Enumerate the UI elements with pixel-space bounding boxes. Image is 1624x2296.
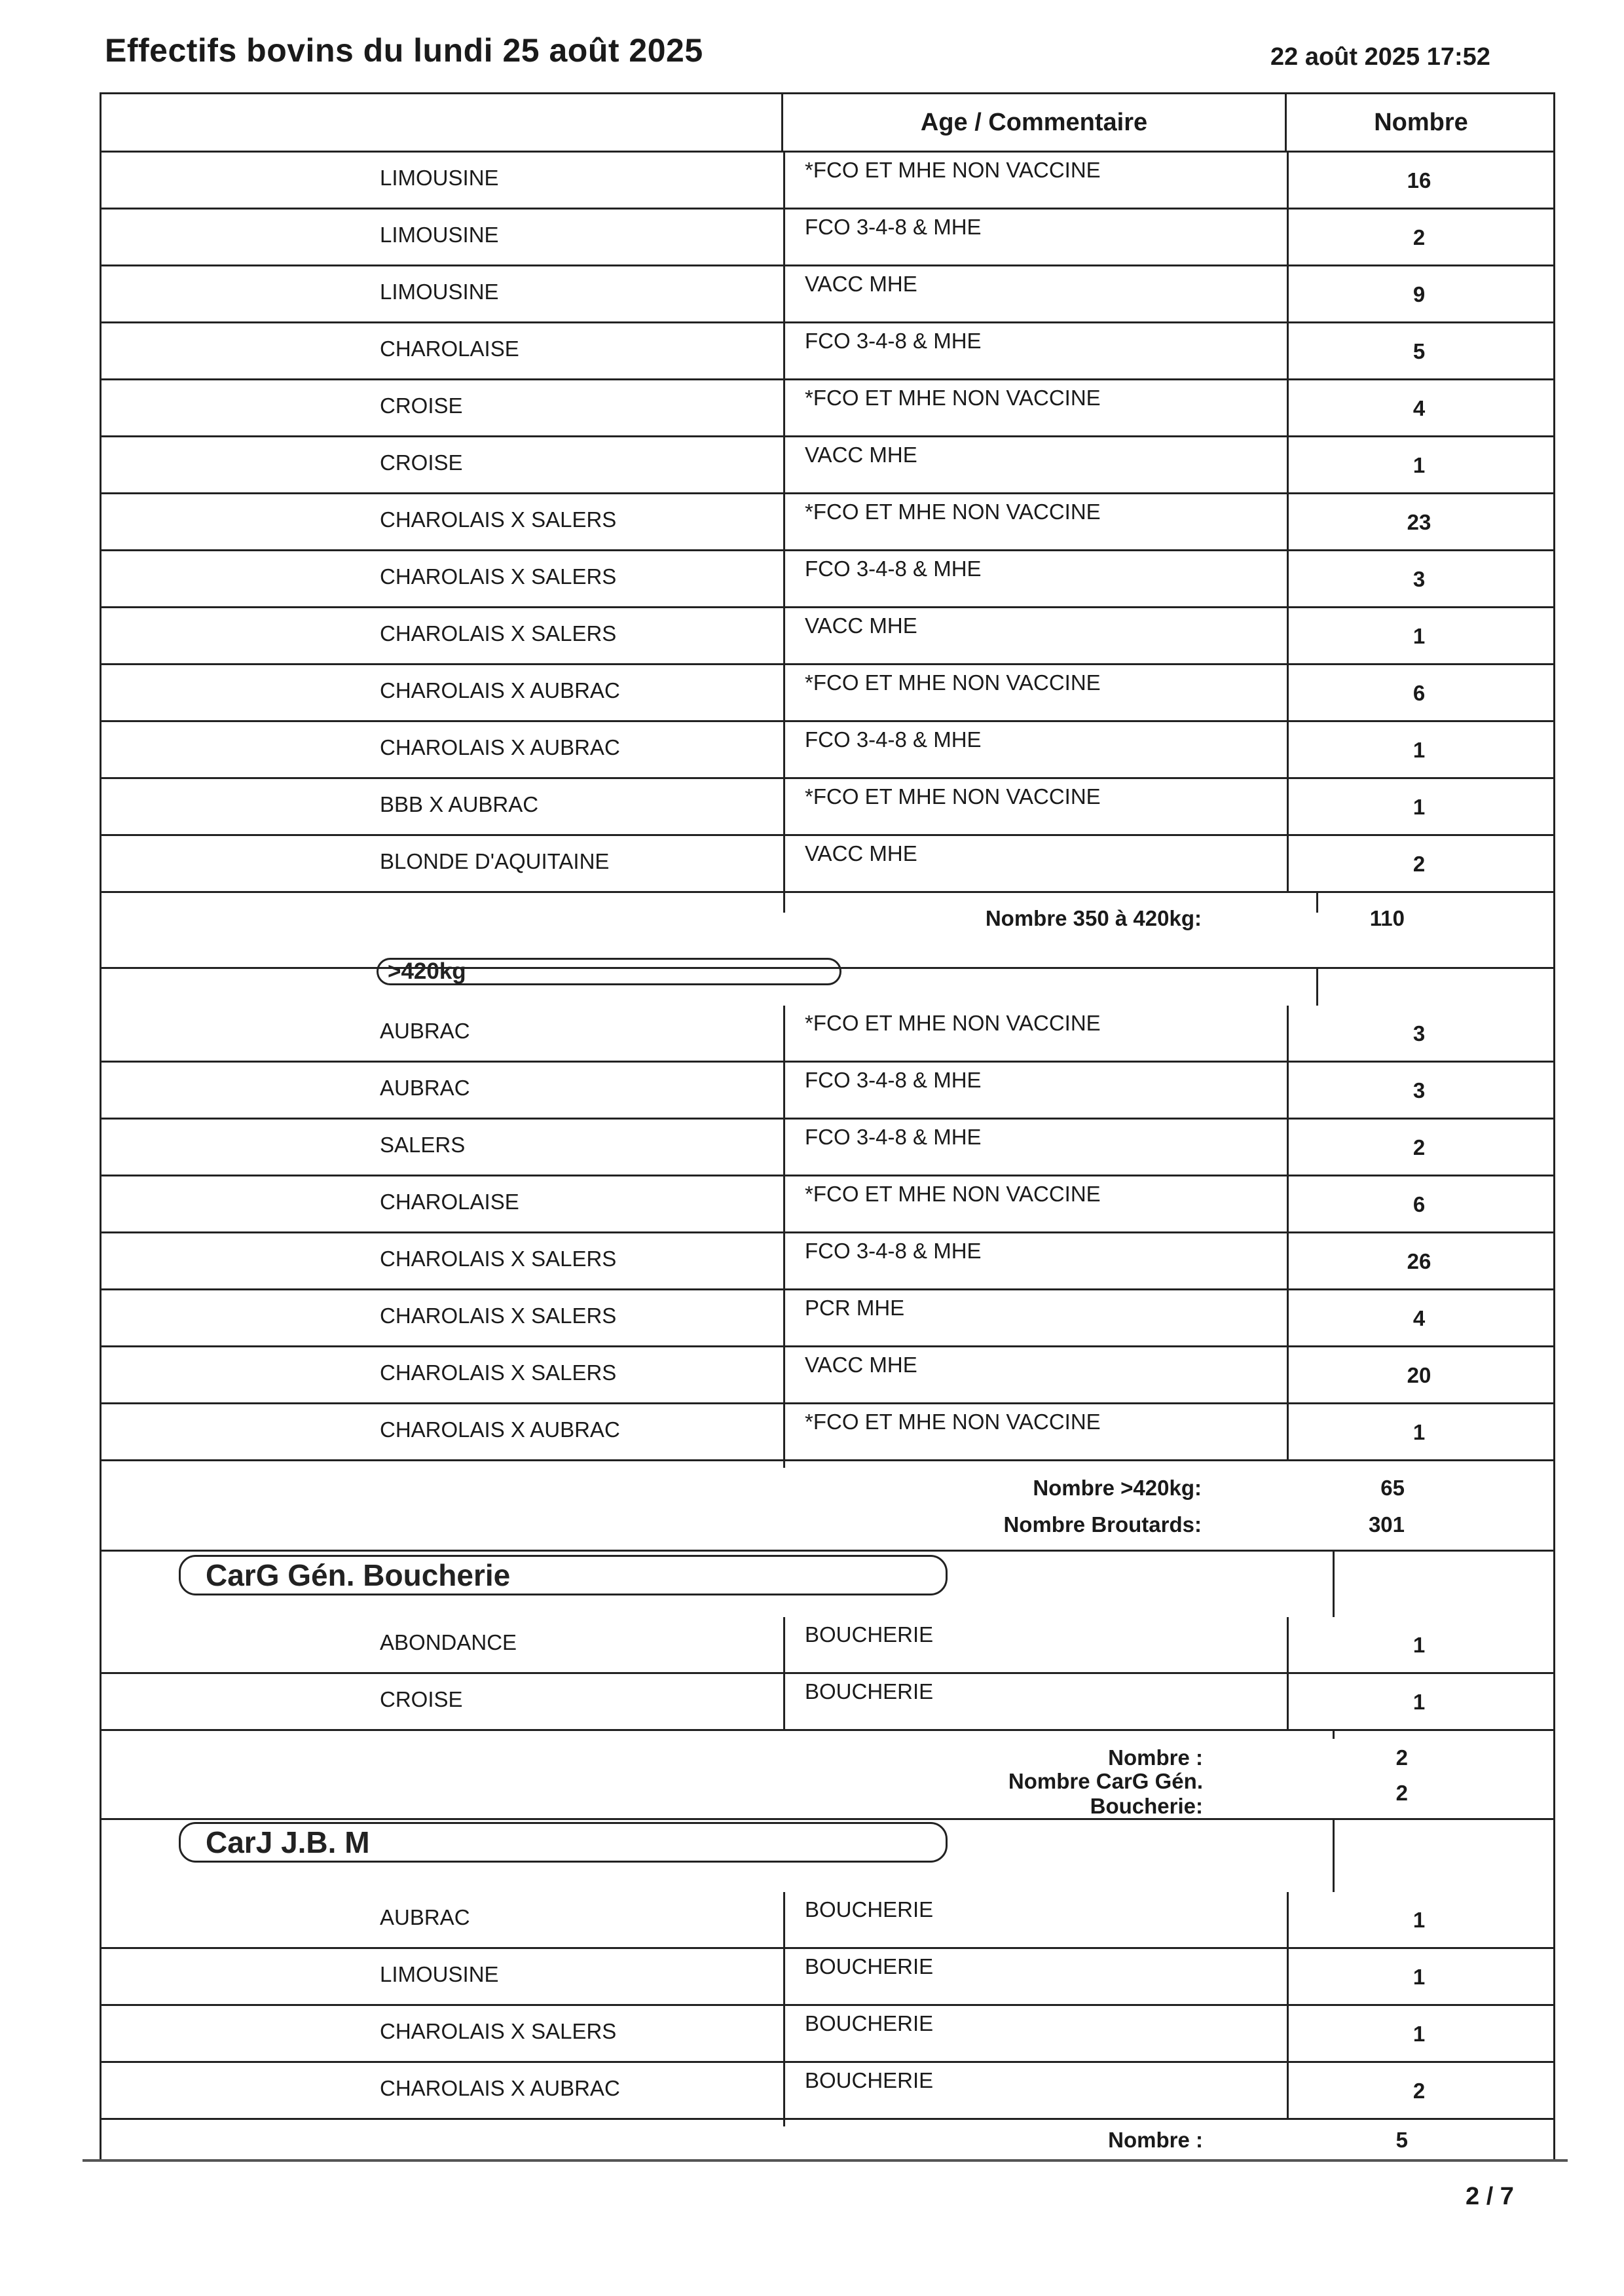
divider bbox=[1333, 1820, 1335, 1892]
comment-text: *FCO ET MHE NON VACCINE bbox=[805, 500, 1101, 524]
section-tag: CarJ J.B. M bbox=[179, 1822, 948, 1863]
total-carg-value: 2 bbox=[1395, 1781, 1408, 1805]
count-cell: 3 bbox=[1412, 567, 1426, 591]
page-title: Effectifs bovins du lundi 25 août 2025 bbox=[105, 32, 703, 69]
comment-text: FCO 3-4-8 & MHE bbox=[805, 329, 982, 353]
comment-text: VACC MHE bbox=[805, 841, 917, 866]
count-cell: 1 bbox=[1412, 738, 1426, 762]
count-cell: 23 bbox=[1407, 510, 1431, 534]
comment-cell bbox=[783, 1404, 1289, 1459]
table-row bbox=[101, 380, 1555, 437]
subtotal-value: 65 bbox=[1380, 1476, 1405, 1500]
table-row bbox=[101, 1006, 1555, 1063]
header-race-cell bbox=[101, 94, 783, 151]
comment-text: *FCO ET MHE NON VACCINE bbox=[805, 1011, 1101, 1035]
comment-text: BOUCHERIE bbox=[805, 2068, 934, 2092]
table-row bbox=[101, 1290, 1555, 1347]
race-cell: LIMOUSINE bbox=[380, 1962, 499, 1986]
comment-cell bbox=[783, 380, 1289, 435]
race-cell: CHAROLAIS X AUBRAC bbox=[380, 2076, 620, 2100]
count-cell: 3 bbox=[1412, 1078, 1426, 1102]
count-cell: 26 bbox=[1407, 1249, 1431, 1273]
total-broutards-label: Nombre Broutards: bbox=[1003, 1512, 1202, 1537]
count-cell: 2 bbox=[1412, 852, 1426, 876]
comment-cell bbox=[783, 210, 1289, 264]
comment-text: VACC MHE bbox=[805, 443, 917, 467]
page-number: 2 / 7 bbox=[1466, 2183, 1514, 2210]
table-row bbox=[101, 266, 1555, 323]
comment-cell bbox=[783, 1233, 1289, 1288]
table-row bbox=[101, 836, 1555, 893]
race-cell: CHAROLAIS X AUBRAC bbox=[380, 735, 620, 759]
race-cell: BBB X AUBRAC bbox=[380, 792, 539, 816]
count-cell: 5 bbox=[1412, 339, 1426, 363]
group-carg-boucherie bbox=[101, 1617, 1555, 1731]
race-cell: CROISE bbox=[380, 450, 463, 475]
table-row bbox=[101, 1674, 1555, 1731]
race-cell: AUBRAC bbox=[380, 1019, 470, 1043]
comment-text: FCO 3-4-8 & MHE bbox=[805, 1125, 982, 1149]
divider bbox=[1333, 1731, 1335, 1739]
comment-cell bbox=[783, 323, 1289, 378]
count-cell: 9 bbox=[1412, 282, 1426, 306]
comment-cell bbox=[783, 1674, 1289, 1729]
comment-text: VACC MHE bbox=[805, 613, 917, 638]
comment-cell bbox=[783, 1347, 1289, 1402]
race-cell: CROISE bbox=[380, 1687, 463, 1711]
comment-text: PCR MHE bbox=[805, 1296, 905, 1320]
subtotal-value: 5 bbox=[1395, 2128, 1408, 2152]
subtotal-label: Nombre 350 à 420kg: bbox=[985, 906, 1202, 930]
subtotal-carj bbox=[101, 2120, 1555, 2159]
comment-cell bbox=[783, 1949, 1289, 2004]
comment-text: FCO 3-4-8 & MHE bbox=[805, 1239, 982, 1263]
table-row bbox=[101, 1063, 1555, 1120]
comment-text: BOUCHERIE bbox=[805, 1679, 934, 1704]
comment-cell bbox=[783, 1290, 1289, 1345]
table-row bbox=[101, 1176, 1555, 1233]
comment-text: FCO 3-4-8 & MHE bbox=[805, 727, 982, 752]
race-cell: CROISE bbox=[380, 393, 463, 418]
subtotal-carg bbox=[101, 1731, 1555, 1820]
comment-text: FCO 3-4-8 & MHE bbox=[805, 1068, 982, 1092]
comment-text: *FCO ET MHE NON VACCINE bbox=[805, 386, 1101, 410]
comment-text: BOUCHERIE bbox=[805, 1954, 934, 1978]
table-row bbox=[101, 551, 1555, 608]
comment-cell bbox=[783, 494, 1289, 549]
count-cell: 1 bbox=[1412, 1633, 1426, 1657]
race-cell: CHAROLAIS X SALERS bbox=[380, 621, 617, 646]
table-row bbox=[101, 1892, 1555, 1949]
divider bbox=[783, 893, 785, 913]
subtotal-label: Nombre : bbox=[1108, 2128, 1203, 2152]
race-cell: CHAROLAIS X AUBRAC bbox=[380, 1417, 620, 1442]
count-cell: 1 bbox=[1412, 1908, 1426, 1932]
count-cell: 1 bbox=[1412, 1965, 1426, 1989]
count-cell: 1 bbox=[1412, 795, 1426, 819]
divider bbox=[783, 1461, 785, 1468]
comment-cell bbox=[783, 1617, 1289, 1672]
count-cell: 1 bbox=[1412, 624, 1426, 648]
table-row bbox=[101, 323, 1555, 380]
comment-text: *FCO ET MHE NON VACCINE bbox=[805, 670, 1101, 695]
race-cell: CHAROLAIS X SALERS bbox=[380, 2019, 617, 2043]
comment-cell bbox=[783, 836, 1289, 891]
comment-text: FCO 3-4-8 & MHE bbox=[805, 556, 982, 581]
count-cell: 3 bbox=[1412, 1021, 1426, 1046]
cattle-table bbox=[100, 92, 1555, 2159]
race-cell: LIMOUSINE bbox=[380, 223, 499, 247]
total-carg-label-cont: Boucherie: bbox=[1090, 1794, 1203, 1816]
count-cell: 2 bbox=[1412, 2079, 1426, 2103]
count-cell: 6 bbox=[1412, 1192, 1426, 1216]
comment-cell bbox=[783, 1120, 1289, 1175]
comment-cell bbox=[783, 608, 1289, 663]
race-cell: LIMOUSINE bbox=[380, 280, 499, 304]
comment-cell bbox=[783, 2063, 1289, 2118]
table-row bbox=[101, 494, 1555, 551]
print-timestamp: 22 août 2025 17:52 bbox=[1270, 43, 1490, 71]
section-carj bbox=[101, 1820, 1555, 1892]
table-row bbox=[101, 210, 1555, 266]
comment-cell bbox=[783, 1892, 1289, 1947]
race-cell: SALERS bbox=[380, 1133, 466, 1157]
race-cell: CHAROLAIS X SALERS bbox=[380, 507, 617, 532]
count-cell: 4 bbox=[1412, 1306, 1426, 1330]
table-row bbox=[101, 1120, 1555, 1176]
table-row bbox=[101, 1949, 1555, 2006]
subtotal-value: 2 bbox=[1395, 1745, 1408, 1770]
race-cell: CHAROLAISE bbox=[380, 1190, 519, 1214]
count-cell: 1 bbox=[1412, 1690, 1426, 1714]
divider bbox=[1316, 969, 1318, 1006]
race-cell: CHAROLAIS X SALERS bbox=[380, 1360, 617, 1385]
comment-cell bbox=[783, 266, 1289, 321]
divider bbox=[1333, 1552, 1335, 1617]
total-broutards-value: 301 bbox=[1368, 1512, 1405, 1537]
count-cell: 2 bbox=[1412, 1135, 1426, 1159]
total-carg-label: Nombre CarG Gén. bbox=[1008, 1769, 1203, 1793]
comment-text: *FCO ET MHE NON VACCINE bbox=[805, 1410, 1101, 1434]
subtotal-over-420 bbox=[101, 1461, 1555, 1552]
header-comment: Age / Commentaire bbox=[783, 94, 1287, 151]
race-cell: CHAROLAIS X SALERS bbox=[380, 1303, 617, 1328]
section-over-420 bbox=[101, 958, 1555, 1006]
table-row bbox=[101, 1233, 1555, 1290]
section-carg-boucherie bbox=[101, 1552, 1555, 1617]
comment-text: BOUCHERIE bbox=[805, 1897, 934, 1922]
count-cell: 16 bbox=[1407, 168, 1431, 192]
table-row bbox=[101, 779, 1555, 836]
table-row bbox=[101, 722, 1555, 779]
race-cell: CHAROLAIS X SALERS bbox=[380, 1247, 617, 1271]
group-carj bbox=[101, 1892, 1555, 2120]
section-tag: >420kg bbox=[377, 958, 841, 985]
comment-cell bbox=[783, 2006, 1289, 2061]
section-tag: CarG Gén. Boucherie bbox=[179, 1555, 948, 1595]
count-cell: 6 bbox=[1412, 681, 1426, 705]
race-cell: AUBRAC bbox=[380, 1905, 470, 1929]
race-cell: AUBRAC bbox=[380, 1076, 470, 1100]
race-cell: CHAROLAIS X AUBRAC bbox=[380, 678, 620, 702]
count-cell: 1 bbox=[1412, 1420, 1426, 1444]
comment-text: *FCO ET MHE NON VACCINE bbox=[805, 1182, 1101, 1206]
comment-text: VACC MHE bbox=[805, 272, 917, 296]
table-row bbox=[101, 437, 1555, 494]
comment-cell bbox=[783, 1063, 1289, 1118]
comment-cell bbox=[783, 1176, 1289, 1231]
comment-text: BOUCHERIE bbox=[805, 1622, 934, 1647]
subtotal-label: Nombre : bbox=[1108, 1745, 1203, 1770]
table-row bbox=[101, 665, 1555, 722]
race-cell: CHAROLAIS X SALERS bbox=[380, 564, 617, 589]
table-row bbox=[101, 153, 1555, 210]
count-cell: 20 bbox=[1407, 1363, 1431, 1387]
subtotal-value: 110 bbox=[1369, 906, 1405, 930]
table-row bbox=[101, 608, 1555, 665]
comment-text: FCO 3-4-8 & MHE bbox=[805, 215, 982, 239]
table-row bbox=[101, 1617, 1555, 1674]
count-cell: 2 bbox=[1412, 225, 1426, 249]
count-cell: 1 bbox=[1412, 453, 1426, 477]
race-cell: BLONDE D'AQUITAINE bbox=[380, 849, 610, 873]
comment-text: *FCO ET MHE NON VACCINE bbox=[805, 158, 1101, 182]
comment-text: *FCO ET MHE NON VACCINE bbox=[805, 784, 1101, 809]
footer-rule bbox=[83, 2159, 1568, 2162]
group-350-420 bbox=[101, 153, 1555, 893]
comment-cell bbox=[783, 665, 1289, 720]
comment-cell bbox=[783, 551, 1289, 606]
count-cell: 4 bbox=[1412, 396, 1426, 420]
comment-text: VACC MHE bbox=[805, 1353, 917, 1377]
comment-cell bbox=[783, 1006, 1289, 1061]
race-cell: CHAROLAISE bbox=[380, 337, 519, 361]
table-row bbox=[101, 1404, 1555, 1461]
comment-cell bbox=[783, 779, 1289, 834]
comment-text: BOUCHERIE bbox=[805, 2011, 934, 2035]
comment-cell bbox=[783, 437, 1289, 492]
divider bbox=[783, 2120, 785, 2126]
table-row bbox=[101, 2006, 1555, 2063]
group-over-420 bbox=[101, 1006, 1555, 1461]
race-cell: LIMOUSINE bbox=[380, 166, 499, 190]
subtotal-label: Nombre >420kg: bbox=[1033, 1476, 1202, 1500]
table-row bbox=[101, 1347, 1555, 1404]
race-cell: ABONDANCE bbox=[380, 1630, 517, 1654]
table-row bbox=[101, 2063, 1555, 2120]
comment-cell bbox=[783, 722, 1289, 777]
count-cell: 1 bbox=[1412, 2022, 1426, 2046]
comment-cell bbox=[783, 153, 1289, 208]
table-header bbox=[101, 92, 1555, 153]
header-count: Nombre bbox=[1374, 109, 1468, 136]
